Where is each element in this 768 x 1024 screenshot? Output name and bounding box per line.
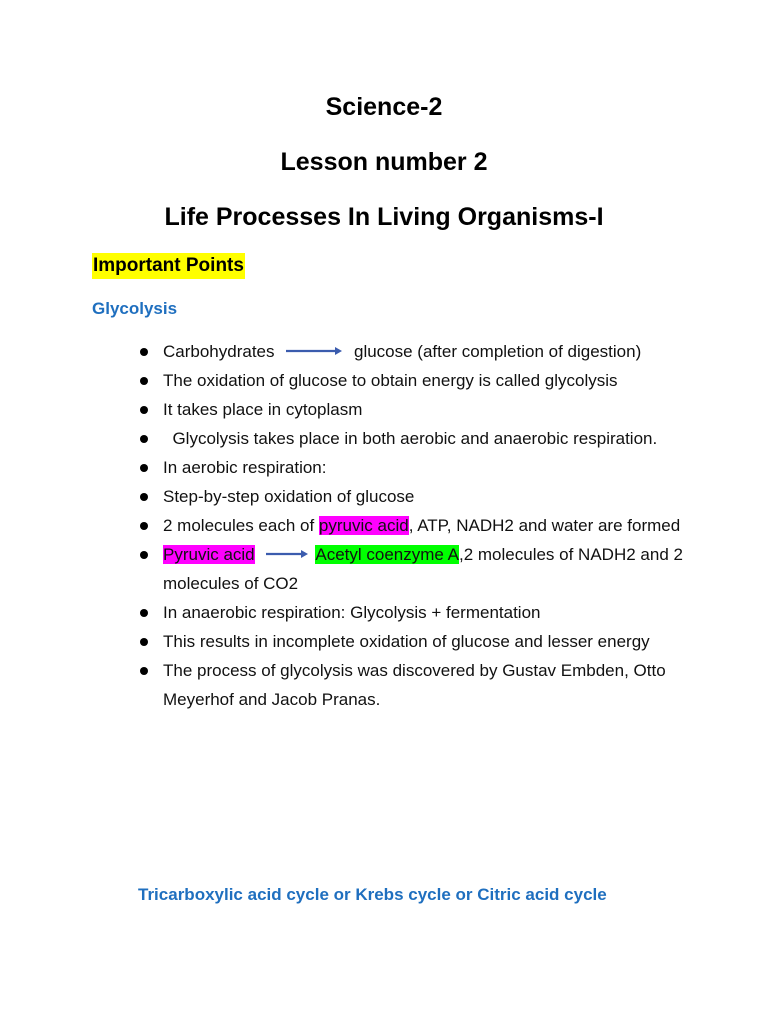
bullet-icon — [140, 667, 148, 675]
bullet-icon — [140, 493, 148, 501]
point-text: In aerobic respiration: — [163, 458, 327, 477]
bullet-icon — [140, 348, 148, 356]
point-text: The process of glycolysis was discovered by Gustav Embden, Otto Meyerhof and Jacob Pranas. — [163, 661, 666, 709]
list-item — [138, 627, 698, 656]
list-item — [138, 540, 698, 598]
bullet-icon — [140, 609, 148, 617]
point-text: Glycolysis takes place in both aerobic and anaerobic respiration. — [163, 429, 658, 448]
list-item — [138, 453, 698, 482]
topic-title: Life Processes In Living Organisms-I — [164, 203, 604, 231]
bullet-icon — [140, 551, 148, 559]
pyruvic-acid-highlight: pyruvic acid — [318, 516, 409, 535]
list-item — [138, 656, 698, 714]
list-item — [138, 424, 698, 453]
point-text: , ATP, NADH2 and water are formed — [408, 516, 681, 535]
point-text: In anaerobic respiration: Glycolysis + fermentation — [163, 603, 541, 622]
point-text: Step-by-step oxidation of glucose — [163, 487, 415, 506]
point-text: It takes place in cytoplasm — [163, 400, 363, 419]
list-item — [138, 598, 698, 627]
list-item — [138, 482, 698, 511]
list-item — [138, 395, 698, 424]
point-text: glucose (after completion of digestion) — [353, 342, 642, 361]
list-item — [138, 337, 698, 366]
glycolysis-heading: Glycolysis — [92, 299, 178, 318]
point-text: The oxidation of glucose to obtain energy is called glycolysis — [163, 371, 618, 390]
bullet-icon — [140, 435, 148, 443]
list-item — [138, 366, 698, 395]
bullet-icon — [140, 522, 148, 530]
acetyl-coenzyme-highlight: Acetyl coenzyme A — [315, 545, 459, 564]
bullet-icon — [140, 464, 148, 472]
bullet-icon — [140, 377, 148, 385]
point-text: Carbohydrates — [163, 342, 275, 361]
point-text: 2 molecules each of — [163, 516, 319, 535]
glycolysis-points-list — [138, 337, 698, 714]
important-points-label: Important Points — [92, 253, 245, 279]
pyruvic-acid-highlight: Pyruvic acid — [163, 545, 255, 564]
point-text: This results in incomplete oxidation of glucose and lesser energy — [163, 632, 650, 651]
point-text: ,2 molecules of NADH2 and 2 molecules of CO2 — [163, 545, 683, 593]
right-arrow-icon — [285, 346, 343, 356]
right-arrow-icon — [265, 549, 309, 559]
bullet-icon — [140, 406, 148, 414]
course-title: Science-2 — [325, 93, 443, 121]
list-item — [138, 511, 698, 540]
lesson-title: Lesson number 2 — [280, 148, 488, 176]
bullet-icon — [140, 638, 148, 646]
krebs-cycle-heading: Tricarboxylic acid cycle or Krebs cycle or Citric acid cycle — [138, 885, 607, 904]
